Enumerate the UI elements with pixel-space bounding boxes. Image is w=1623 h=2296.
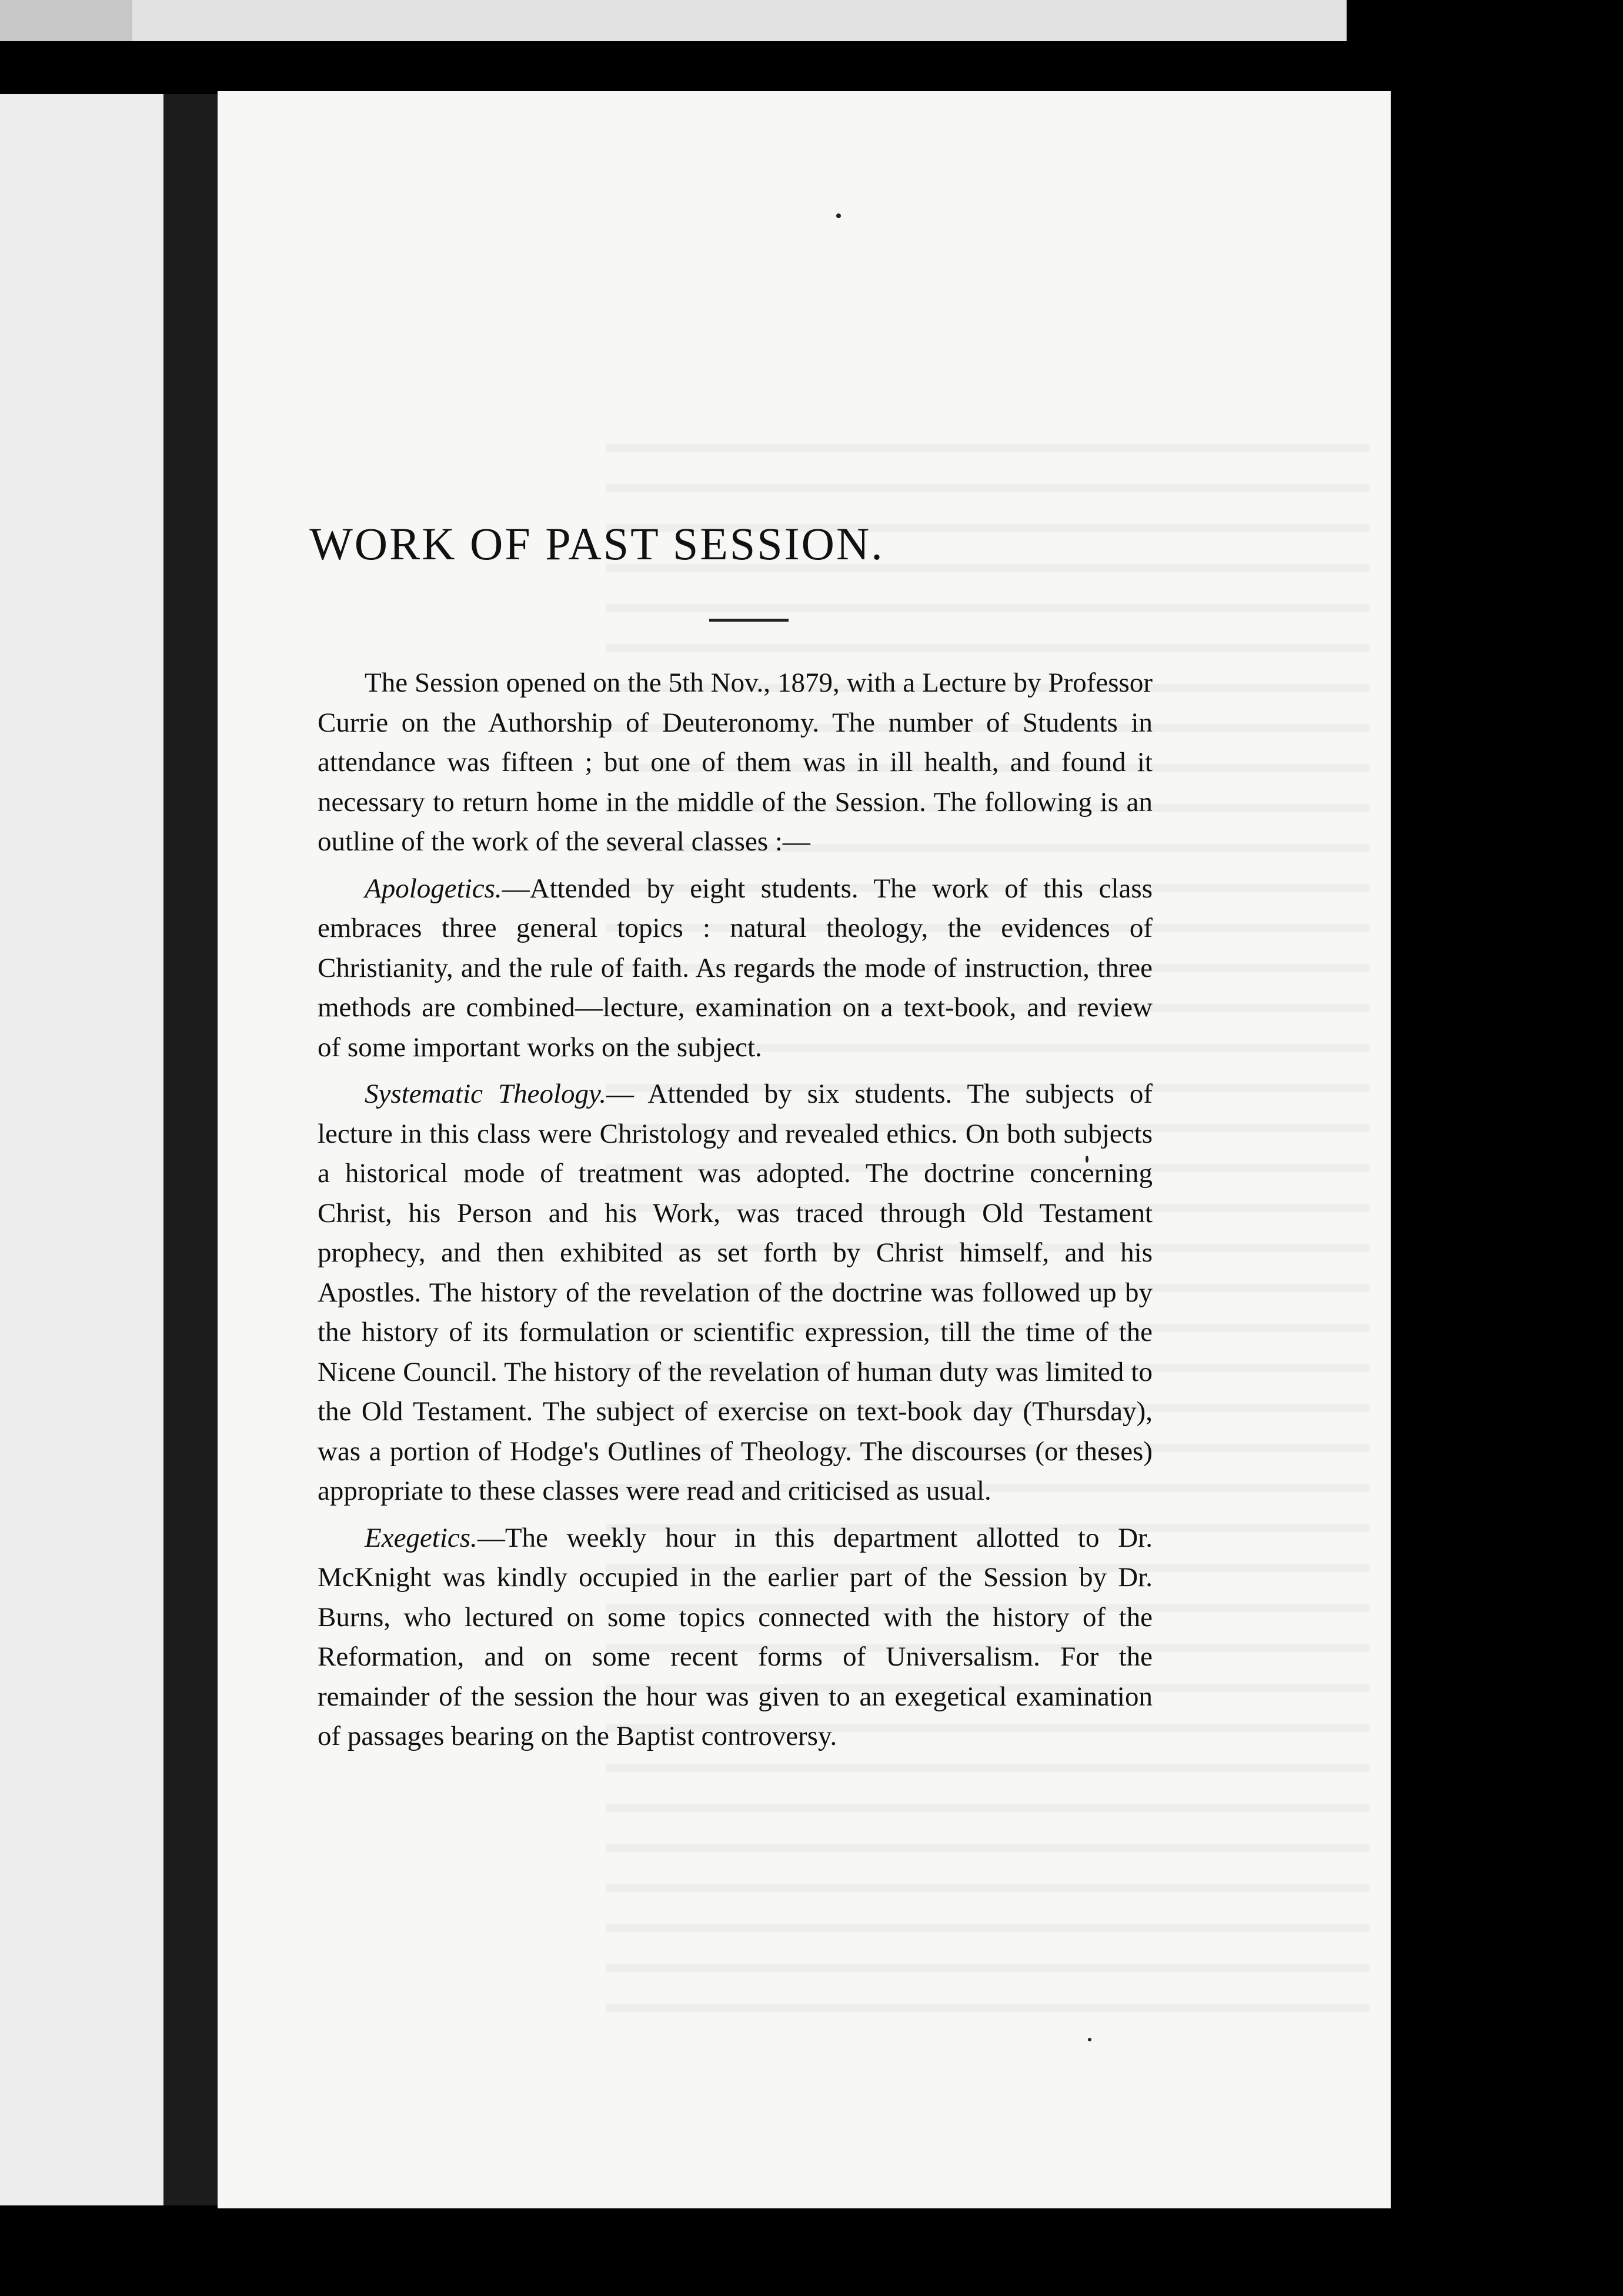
paragraph-intro — [318, 663, 1153, 862]
title-rule — [709, 619, 789, 622]
body-text — [318, 663, 1153, 1764]
print-speck — [1088, 2038, 1091, 2041]
paragraph-heading: Exegetics. — [365, 1522, 477, 1553]
paragraph-text: The Session opened on the 5th Nov., 1879, with a Lecture by Professor Currie on the Authorship of Deuteronomy. The number of Students in attendance was fifteen ; but one of them was in ill health, and found it necessary to return home in the middle of the Session. The following is an outline of the work of the several classes :— — [318, 668, 1153, 857]
paragraph-heading: Systematic Theology. — [365, 1079, 607, 1109]
paragraph-text: —Attended by eight students. The work of this class embraces three general topics : natural theology, the evidences of Christianity, and the rule of faith. As regards the mode of instruction, three methods are combined—lecture, examination on a text-book, and review of some important works on the subject. — [318, 873, 1153, 1063]
previous-page-edge — [0, 0, 1347, 41]
book-spine — [163, 94, 218, 2205]
paragraph-systematic-theology — [318, 1074, 1153, 1511]
paragraph-exegetics — [318, 1519, 1153, 1757]
paragraph-text: —The weekly hour in this department allotted to Dr. McKnight was kindly occupied in the earlier part of the Session by Dr. Burns, who lectured on some topics connected with the history of the Reformation, and on some recent forms of Universalism. For the remainder of the session the hour was given to an exegetical examination of passages bearing on the Baptist controversy. — [318, 1522, 1153, 1751]
paragraph-apologetics — [318, 869, 1153, 1068]
page-title: WORK OF PAST SESSION. — [309, 518, 884, 569]
paragraph-heading: Apologetics. — [365, 873, 502, 904]
print-speck — [836, 213, 841, 218]
previous-page-corner — [0, 0, 132, 41]
paragraph-text: — Attended by six students. The subjects of lecture in this class were Christology and revealed ethics. On both subjects a historical mode of treatment was adopted. The doctrine concerning Christ, his Person and his Work, was traced through Old Testament prophecy, and then exhibited as set forth by Christ himself, and his Apostles. The history of the revelation of the doctrine was followed up by the history of its formulation or scientific expression, till the time of the Nicene Council. The history of the revelation of human duty was limited to the Old Testament. The subject of exercise on text-book day (Thursday), was a portion of Hodge's Outlines of Theology. The discourses (or theses) appropriate to these classes were read and criticised as usual. — [318, 1079, 1153, 1506]
